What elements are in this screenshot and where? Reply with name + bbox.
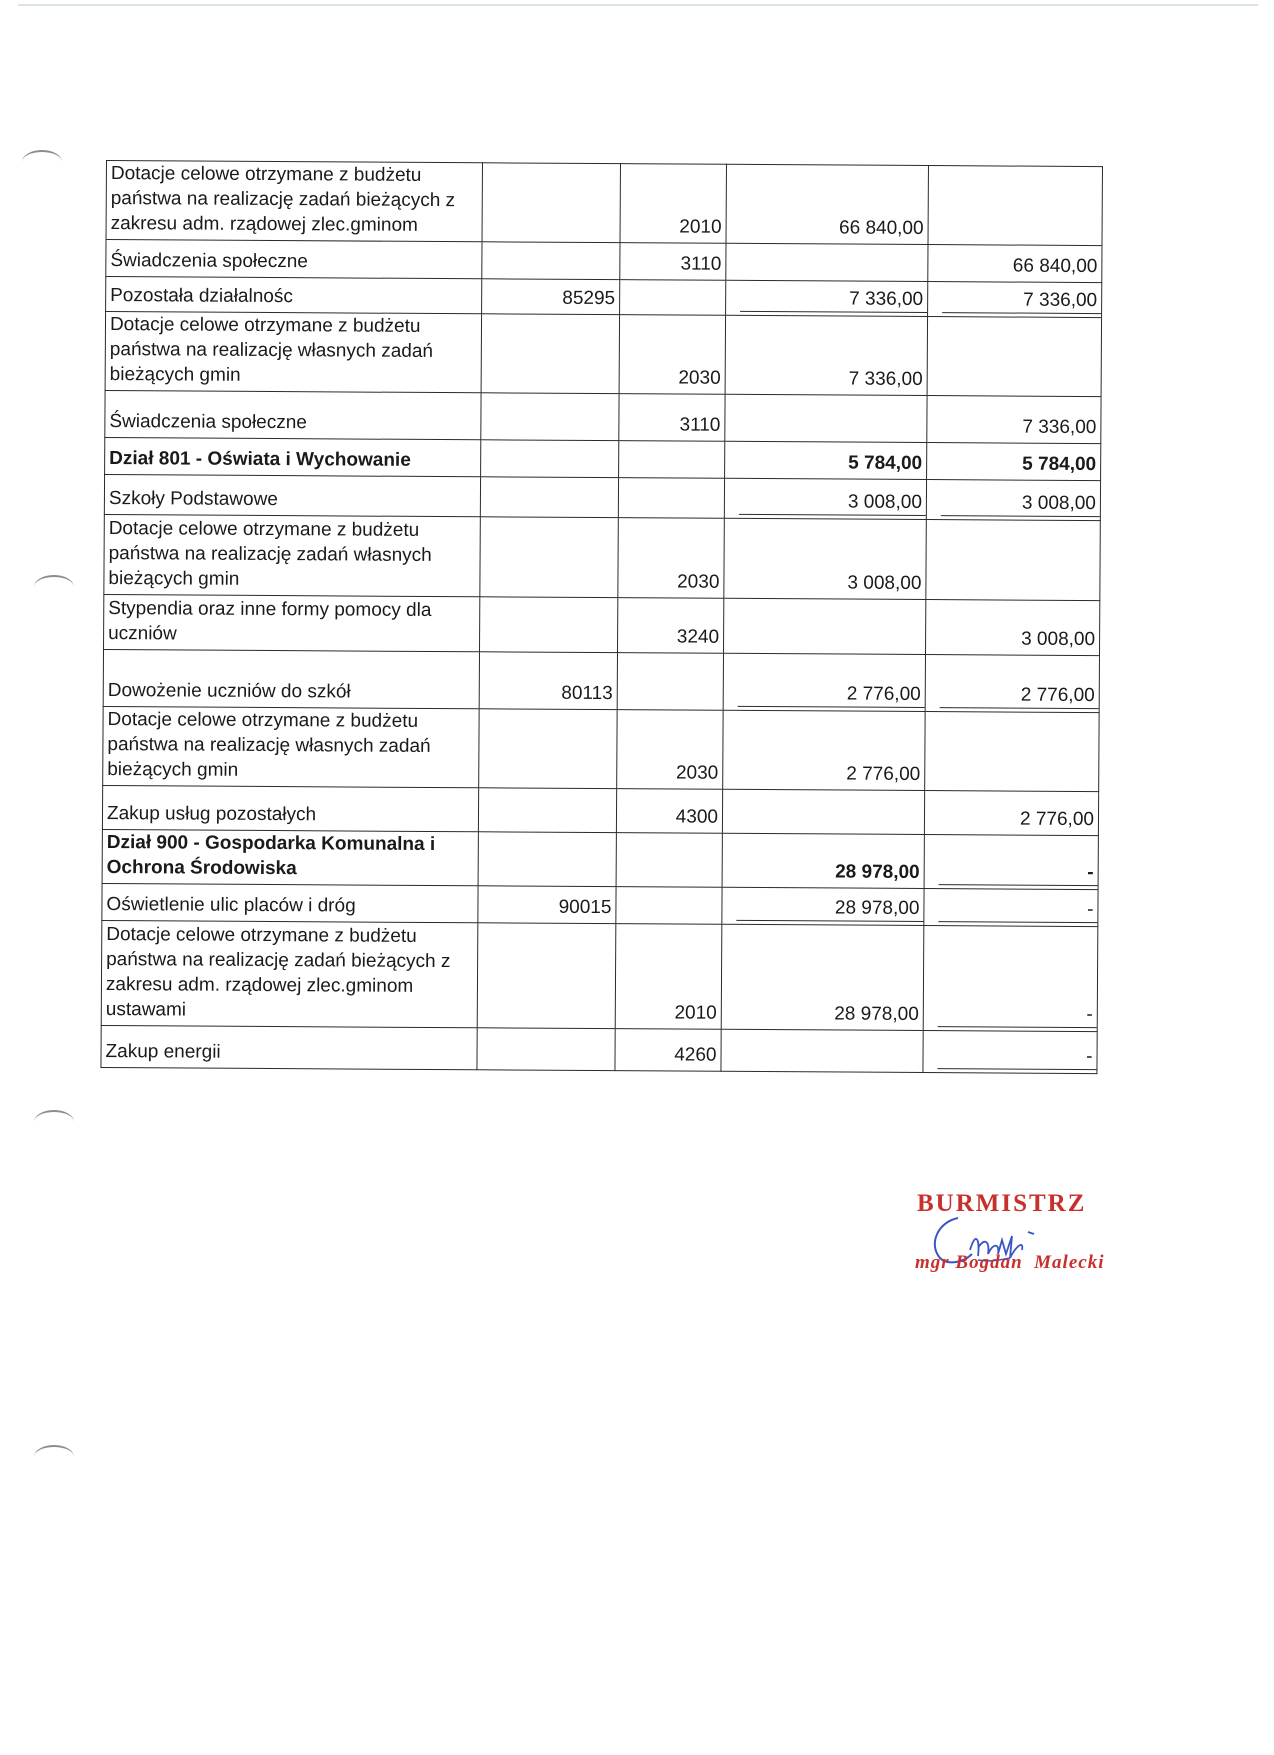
expense-amount [925, 600, 1099, 656]
expense-amount [928, 282, 1102, 318]
chapter-code [478, 832, 616, 887]
revenue-amount [725, 441, 927, 479]
revenue-amount [726, 243, 928, 281]
revenue-amount [722, 887, 924, 925]
paragraph-code-text: 2010 [674, 1002, 717, 1024]
revenue-amount [723, 653, 925, 711]
paragraph-code [619, 394, 725, 442]
paragraph-row [106, 161, 1102, 246]
row-name [103, 706, 479, 787]
paragraph-code [620, 280, 726, 316]
punch-hole-mark [34, 575, 74, 599]
paragraph-code [620, 243, 726, 281]
expense-amount [923, 1031, 1097, 1074]
revenue-amount-text: 7 336,00 [848, 368, 923, 390]
revenue-amount [726, 280, 928, 316]
expense-amount-text: - [939, 859, 1098, 886]
paragraph-code [618, 478, 724, 519]
revenue-amount-text: 28 978,00 [834, 1003, 919, 1025]
chapter-code [481, 440, 619, 478]
chapter-code [479, 652, 617, 710]
paragraph-row [102, 785, 1098, 835]
paragraph-row [101, 920, 1098, 1031]
row-name-text: Dział 801 - Oświata i Wychowanie [109, 448, 411, 471]
expense-amount-text: - [938, 1001, 1097, 1028]
revenue-amount-text: 3 008,00 [739, 489, 926, 516]
chapter-code [481, 393, 619, 441]
revenue-amount [723, 710, 925, 790]
row-name-text: Zakup usług pozostałych [106, 803, 317, 826]
expense-amount-text: 5 784,00 [1022, 453, 1097, 476]
section-row [105, 437, 1101, 480]
row-name-text: Świadczenia społeczne [110, 250, 308, 273]
expense-amount [928, 166, 1102, 246]
revenue-amount [721, 1029, 923, 1072]
row-name-text: Szkoły Podstawowe [108, 488, 278, 511]
expense-amount-text: - [937, 1043, 1096, 1070]
stamp-title: BURMISTRZ [917, 1190, 1087, 1217]
row-name-text: Dział 900 - Gospodarka Komunalna i Ochrona Środowiska [106, 832, 436, 880]
paragraph-code [620, 164, 726, 244]
expense-amount-text: 2 776,00 [1019, 808, 1095, 831]
row-name [105, 437, 481, 476]
row-name [102, 785, 478, 831]
row-name [103, 649, 479, 708]
expense-amount [926, 520, 1100, 601]
row-name-text: Pozostała działalnośc [110, 285, 293, 308]
chapter-row [104, 474, 1100, 520]
row-name-text: Dotacje celowe otrzymane z budżetu państwa na realizację zadań bieżących z zakresu adm. rządowej zlec.gminom ustawami [105, 924, 451, 1021]
paragraph-code [618, 598, 724, 654]
paragraph-code-text: 3240 [676, 626, 720, 648]
revenue-amount [724, 518, 926, 599]
expense-amount [928, 245, 1102, 283]
mayor-stamp [900, 1190, 1140, 1300]
paragraph-row [101, 1025, 1097, 1073]
paragraph-code [616, 887, 722, 925]
paragraph-code [617, 653, 723, 711]
expense-amount-text: 7 336,00 [1022, 416, 1097, 439]
expense-amount-text: 66 840,00 [1012, 255, 1098, 278]
row-name-text: Dotacje celowe otrzymane z budżetu państwa na realizację zadań bieżących z zakresu adm. rządowej zlec.gminom [110, 163, 456, 236]
paragraph-code-text: 2030 [678, 367, 721, 389]
paragraph-row [105, 390, 1101, 443]
revenue-amount-text: 3 008,00 [847, 572, 922, 594]
row-name [105, 312, 481, 393]
row-name [104, 514, 480, 596]
row-name [102, 829, 478, 885]
paragraph-code [619, 315, 725, 395]
chapter-code [478, 788, 616, 833]
chapter-code [482, 163, 620, 243]
row-name [105, 390, 481, 439]
row-name [101, 1025, 477, 1069]
row-name-text: Oświetlenie ulic placów i dróg [106, 894, 356, 917]
row-name [106, 277, 482, 314]
expense-amount [923, 926, 1098, 1032]
revenue-amount [726, 164, 928, 244]
expense-amount [925, 655, 1099, 713]
chapter-code [482, 242, 620, 280]
revenue-amount-text: 2 776,00 [738, 681, 925, 708]
paragraph-code [617, 710, 723, 790]
chapter-code [482, 279, 620, 315]
chapter-code-text: 85295 [562, 287, 616, 310]
revenue-amount [724, 478, 926, 519]
revenue-amount-text: 7 336,00 [740, 286, 927, 313]
stamp-name: mgr Bogdan Malecki [915, 1252, 1105, 1273]
row-name-text: Dowożenie uczniów do szkół [107, 680, 351, 703]
expense-amount-text: 2 776,00 [940, 682, 1099, 709]
chapter-code [478, 886, 616, 924]
chapter-code-text: 90015 [558, 896, 612, 919]
revenue-amount [721, 924, 924, 1030]
chapter-code [479, 709, 617, 789]
paragraph-code [615, 1029, 721, 1072]
chapter-code-text: 80113 [561, 682, 613, 705]
expense-amount-text: 7 336,00 [942, 287, 1101, 314]
punch-hole-mark [34, 1110, 74, 1134]
paragraph-code-text: 4300 [675, 806, 719, 828]
revenue-amount-text: 66 840,00 [839, 217, 924, 239]
chapter-row [103, 649, 1099, 712]
row-name [104, 594, 480, 651]
revenue-amount-text: 28 978,00 [736, 895, 923, 922]
row-name [104, 474, 480, 516]
revenue-amount [722, 789, 924, 834]
punch-hole-mark [22, 150, 62, 174]
revenue-amount [722, 833, 924, 888]
expense-amount [924, 835, 1098, 890]
revenue-amount [723, 598, 925, 654]
paragraph-code-text: 3110 [679, 414, 721, 436]
paragraph-code [615, 924, 722, 1030]
paragraph-code [616, 789, 722, 834]
section-row [102, 829, 1098, 889]
paragraph-code-text: 2030 [675, 762, 719, 784]
expense-amount-text: - [938, 896, 1097, 923]
row-name [102, 883, 478, 922]
row-name [106, 161, 482, 242]
row-name-text: Dotacje celowe otrzymane z budżetu państwa na realizację własnych zadań bieżących gmin [109, 314, 434, 386]
chapter-code [477, 923, 616, 1029]
revenue-amount [725, 315, 927, 395]
paragraph-code-text: 3110 [680, 253, 722, 275]
expense-amount [924, 791, 1098, 836]
revenue-amount-text: 2 776,00 [846, 763, 921, 785]
chapter-code [477, 1028, 615, 1071]
expense-amount [924, 889, 1098, 927]
revenue-amount-text: 28 978,00 [835, 861, 920, 883]
expense-amount-text: 3 008,00 [941, 490, 1100, 517]
row-name-text: Dotacje celowe otrzymane z budżetu państwa na realizację własnych zadań bieżących gmin [107, 709, 431, 781]
revenue-amount-text: 5 784,00 [848, 452, 923, 474]
chapter-code [480, 477, 618, 518]
paragraph-code-text: 2010 [679, 216, 722, 238]
expense-amount [927, 317, 1101, 397]
punch-hole-mark [34, 1445, 74, 1469]
row-name-text: Świadczenia społeczne [109, 411, 307, 434]
expense-amount [927, 396, 1101, 444]
chapter-code [481, 314, 619, 394]
expense-amount [926, 480, 1100, 521]
revenue-amount [725, 394, 927, 442]
budget-table [100, 160, 1103, 1074]
paragraph-row [105, 312, 1101, 397]
row-name [106, 240, 482, 279]
row-name-text: Stypendia oraz inne formy pomocy dla uczniów [108, 598, 432, 645]
chapter-code [480, 517, 618, 598]
row-name-text: Zakup energii [105, 1041, 221, 1063]
paragraph-row [103, 706, 1099, 791]
paragraph-row [104, 594, 1100, 655]
row-name [101, 920, 478, 1027]
expense-amount [925, 712, 1099, 792]
row-name-text: Dotacje celowe otrzymane z budżetu państwa na realizację zadań własnych bieżących gmin [108, 518, 432, 590]
expense-amount-text: 3 008,00 [1021, 628, 1096, 651]
chapter-row [102, 883, 1098, 926]
page-edge [18, 4, 1258, 6]
paragraph-code [618, 518, 724, 599]
chapter-code [480, 597, 618, 653]
paragraph-code-text: 2030 [677, 571, 720, 593]
paragraph-code [616, 833, 722, 888]
paragraph-code [619, 441, 725, 479]
paragraph-row [106, 240, 1102, 283]
expense-amount [927, 443, 1101, 481]
budget-table-body [101, 161, 1103, 1074]
paragraph-row [104, 514, 1100, 600]
paragraph-code-text: 4260 [674, 1044, 717, 1066]
